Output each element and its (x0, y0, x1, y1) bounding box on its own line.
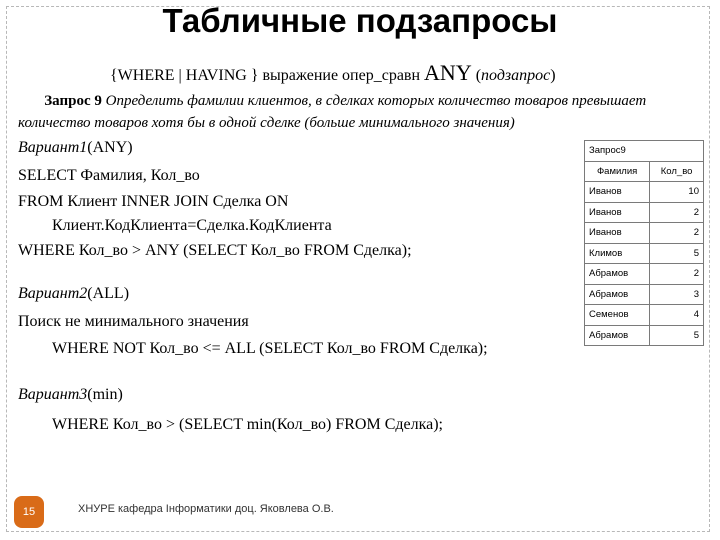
table-row (585, 202, 704, 223)
column-header: Фамилия (585, 161, 650, 182)
variant1-suffix: (ANY) (87, 139, 133, 156)
variant1-line3: Клиент.КодКлиента=Сделка.КодКлиента (52, 217, 332, 234)
table-row (585, 305, 704, 326)
cell-qty: 2 (650, 264, 704, 285)
result-caption: Запрос9 (585, 141, 704, 162)
table-row (585, 284, 704, 305)
table-row (585, 264, 704, 285)
variant2-label: Вариант2 (18, 285, 88, 302)
query-text: Определить фамилии клиентов, в сделках которых количество товаров превышает количество товаров хотя бы в одной сделке (больше минимального значения) (18, 93, 647, 131)
syntax-subquery: подзапрос (481, 67, 551, 84)
cell-qty: 10 (650, 182, 704, 203)
cell-surname: Абрамов (585, 325, 650, 346)
syntax-part3: ) (550, 67, 556, 84)
page-number-badge: 15 (14, 496, 44, 528)
syntax-line (110, 60, 556, 86)
table-row (585, 182, 704, 203)
result-table (584, 140, 704, 346)
cell-surname: Климов (585, 243, 650, 264)
cell-qty: 2 (650, 202, 704, 223)
table-row (585, 243, 704, 264)
variant2-heading (18, 285, 129, 303)
variant2-suffix: (ALL) (87, 285, 130, 302)
result-header-row (585, 161, 704, 182)
table-row (585, 325, 704, 346)
syntax-part2: ( (471, 67, 482, 84)
variant2-line2: WHERE NOT Кол_во <= ALL (SELECT Кол_во FROM Сделка); (52, 340, 488, 357)
variant1-label: Вариант1 (18, 139, 88, 156)
cell-surname: Абрамов (585, 284, 650, 305)
cell-qty: 3 (650, 284, 704, 305)
query-description (18, 90, 718, 134)
variant1-line2: FROM Клиент INNER JOIN Сделка ON (18, 193, 289, 210)
variant2-line1: Поиск не минимального значения (18, 313, 249, 330)
cell-surname: Абрамов (585, 264, 650, 285)
cell-surname: Иванов (585, 223, 650, 244)
variant3-label: Вариант3 (18, 386, 88, 403)
variant3-suffix: (min) (87, 386, 123, 403)
variant1-heading (18, 139, 133, 157)
result-caption-row (585, 141, 704, 162)
variant1-line4: WHERE Кол_во > ANY (SELECT Кол_во FROM Сделка); (18, 242, 412, 259)
cell-qty: 5 (650, 325, 704, 346)
query-label: Запрос 9 (44, 93, 102, 109)
cell-surname: Иванов (585, 202, 650, 223)
cell-qty: 4 (650, 305, 704, 326)
table-row (585, 223, 704, 244)
variant1-line1: SELECT Фамилия, Кол_во (18, 167, 200, 184)
variant3-line1: WHERE Кол_во > (SELECT min(Кол_во) FROM Сделка); (52, 416, 443, 433)
column-header: Кол_во (650, 161, 704, 182)
cell-surname: Иванов (585, 182, 650, 203)
footer-text: ХНУРЕ кафедра Інформатики доц. Яковлева О.В. (78, 503, 334, 515)
slide-title: Табличные подзапросы (162, 2, 558, 39)
syntax-part1: {WHERE | HAVING } выражение опер_сравн (110, 67, 425, 84)
cell-qty: 5 (650, 243, 704, 264)
cell-surname: Семенов (585, 305, 650, 326)
variant3-heading (18, 386, 123, 404)
syntax-any: ANY (424, 60, 472, 85)
cell-qty: 2 (650, 223, 704, 244)
